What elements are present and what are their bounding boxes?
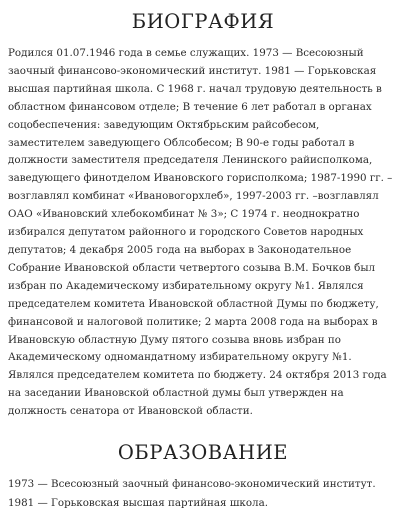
education-item: 1981 — Горьковская высшая партийная школа. (8, 497, 268, 510)
education-heading: ОБРАЗОВАНИЕ (117, 441, 289, 465)
education-item: 1973 — Всесоюзный заочный финансово-экономический институт. (8, 478, 376, 491)
biography-heading: БИОГРАФИЯ (131, 10, 275, 33)
biography-text: Родился 01.07.1946 года в семье служащих. 1973 — Всесоюзный заочный финансово-экономический институт. 1981 — Горьковская высшая партийная школа. С 1968 г. начал трудовую деятельность в областном финансовом отделе; В течение 6 лет работал в органах соцобеспечения: заведующим Октябрьским райсобесом, заместителем заведующего Облсобесом; В 90-е годы работал в должности заместителя председателя Ленинского райисполкома, заведующего финотделом Ивановского горисполкома; 1987-1990 гг. – возглавлял комбинат «Ивановогорхлеб», 1997-2003 гг. –возглавлял ОАО «Ивановский хлебокомбинат № 3»; С 1974 г. неоднократно избирался депутатом районного и городского Советов народных депутатов; 4 декабря 2005 года на выборах в Законодательное Собрание Ивановской области четвертого созыва В.М. Бочков был избран по Академическому избирательному округу №1. Являлся председателем комитета Ивановской областной Думы по бюджету, финансовой и налоговой политике; 2 марта 2008 года на выборах в Ивановскую областную Думу пятого созыва вновь избран по Академическому одномандатному избирательному округу №1. Являлся председателем комитета по бюджету. 24 октября 2013 года на заседании Ивановской областной думы был утвержден на должность сенатора от Ивановской области. (8, 47, 393, 418)
education-list (8, 475, 398, 513)
